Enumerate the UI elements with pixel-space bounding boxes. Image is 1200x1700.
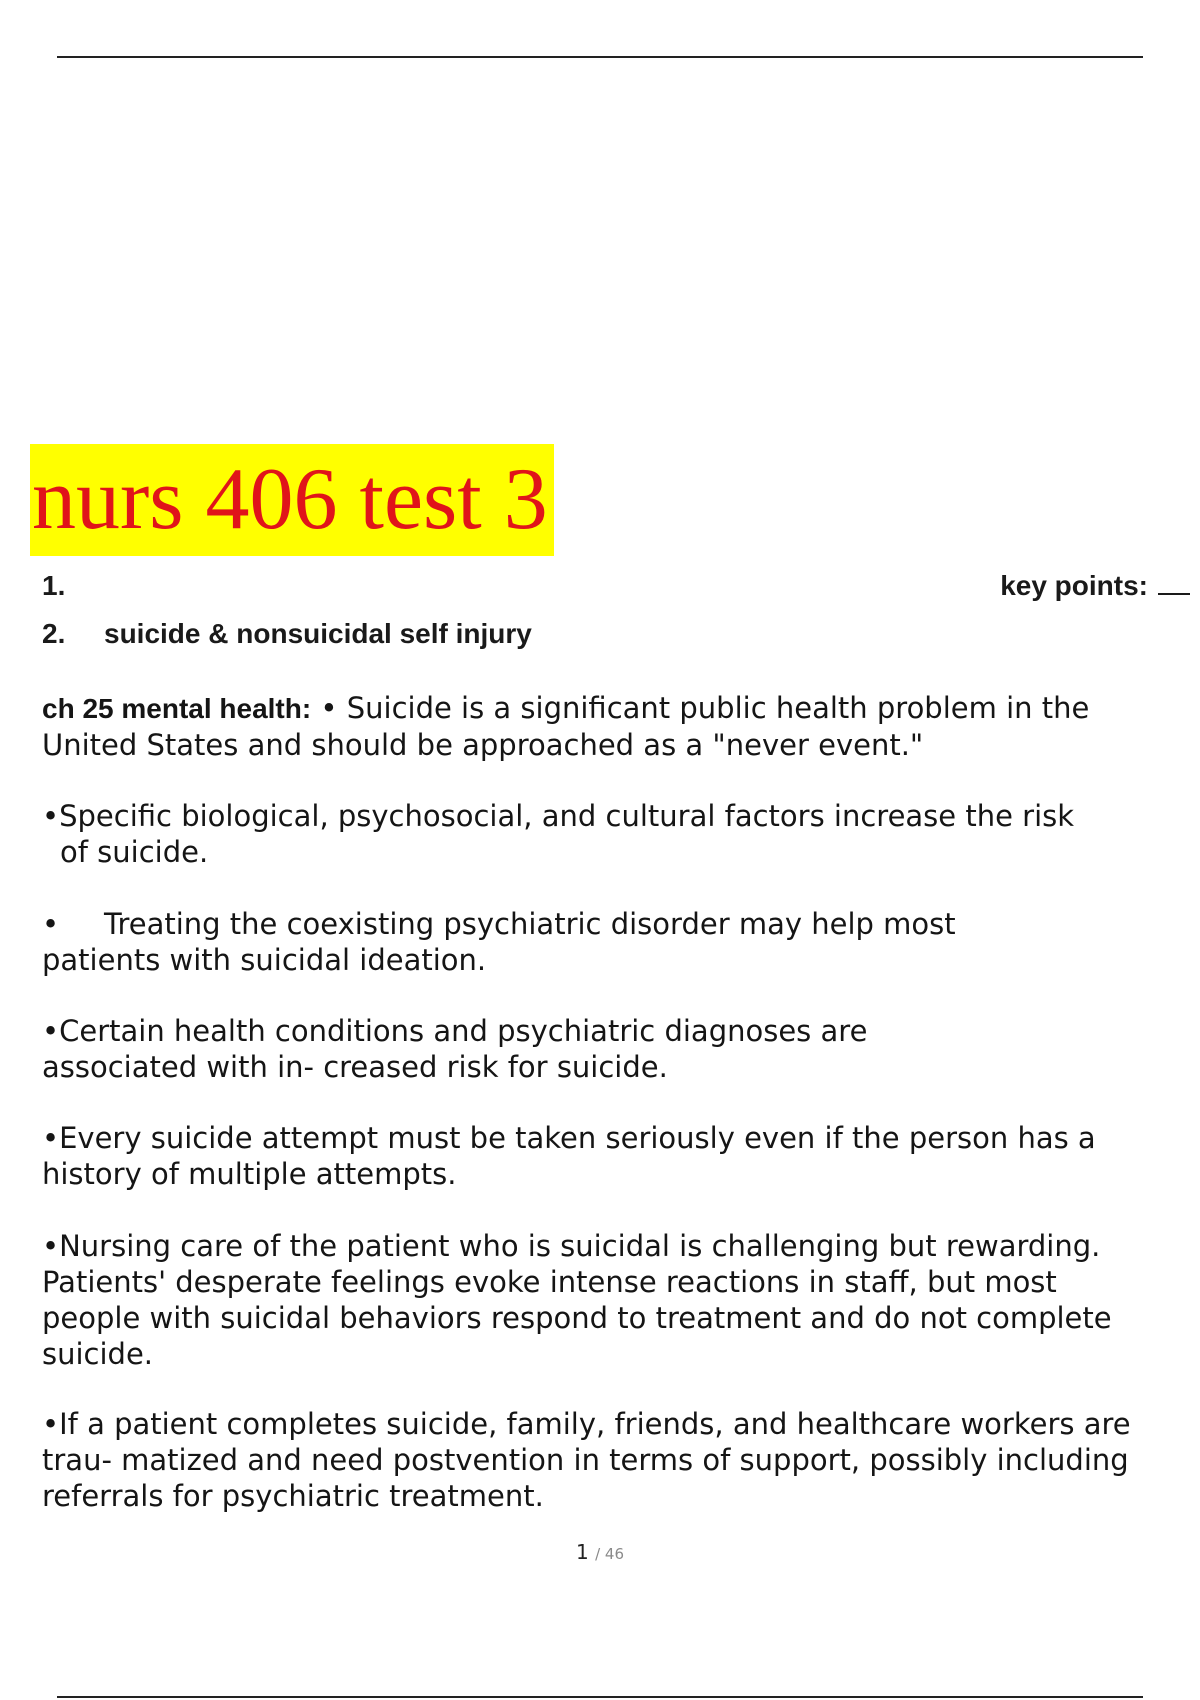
bullet-marker: • xyxy=(42,907,60,941)
bullet-paragraph: •Certain health conditions and psychiatric diagnoses are associated with in- creased risk for suicide. xyxy=(42,1014,868,1084)
lead-paragraph xyxy=(42,690,1192,763)
key-points-blank xyxy=(1158,571,1190,595)
lead-text: • Suicide is a significant public health problem in the United States and should be approached as a "never event." xyxy=(42,691,1090,762)
bullet-paragraph xyxy=(42,798,1192,870)
page-current: 1 xyxy=(575,1540,589,1564)
bullet-line: of suicide. xyxy=(60,835,209,869)
question-2 xyxy=(42,618,532,650)
bullet-line: •Specific biological, psychosocial, and cultural factors increase the risk xyxy=(42,799,1075,833)
bullet-line: Treating the coexisting psychiatric disorder may help most xyxy=(104,907,956,941)
bullet-line: patients with suicidal ideation. xyxy=(42,943,487,977)
title-highlight xyxy=(30,444,554,556)
question-1 xyxy=(42,570,104,602)
page-total: / 46 xyxy=(595,1545,624,1563)
page-number xyxy=(0,1540,1200,1564)
bullet-paragraph xyxy=(42,906,1192,978)
key-points xyxy=(1000,570,1190,602)
bullet-paragraph: •If a patient completes suicide, family, friends, and healthcare workers are trau- matized and need postvention in terms of support, possibly including referrals for psychiatric treatment. xyxy=(42,1407,1131,1513)
question-number: 2. xyxy=(42,618,66,649)
bullet-paragraph: •Nursing care of the patient who is suicidal is challenging but rewarding. Patients' desperate feelings evoke intense reactions in staff, but most people with suicidal behaviors respond to treatment and do not complete suicide. xyxy=(42,1229,1112,1371)
bottom-rule xyxy=(57,1696,1143,1698)
top-rule xyxy=(57,56,1143,58)
question-number: 1. xyxy=(42,570,66,601)
question-text: suicide & nonsuicidal self injury xyxy=(104,618,532,649)
document-title: nurs 406 test 3 xyxy=(32,451,548,548)
key-points-label: key points: xyxy=(1000,570,1148,601)
lead-label: ch 25 mental health: xyxy=(42,693,312,724)
bullet-paragraph: •Every suicide attempt must be taken seriously even if the person has a history of multiple attempts. xyxy=(42,1121,1096,1191)
